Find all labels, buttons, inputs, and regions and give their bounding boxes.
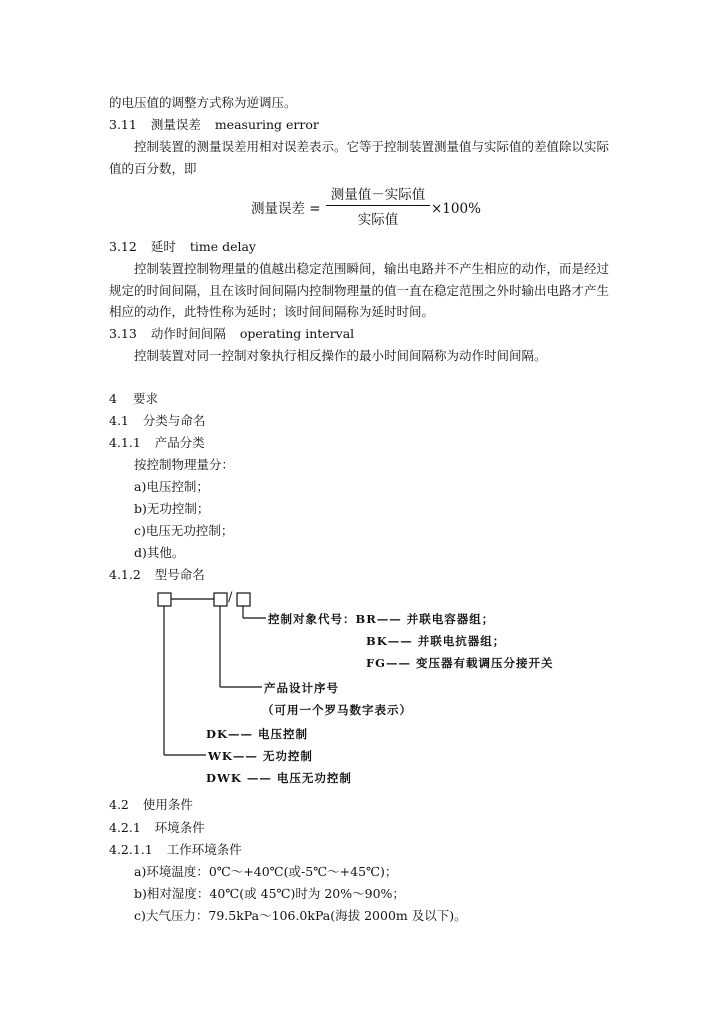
section-number: 4.2.1 [109,820,141,835]
environment-item: b)相对湿度：40℃(或 45℃)时为 20%～90%； [134,886,405,901]
section-title: 动作时间间隔 [150,326,226,341]
diagram-sequence: 产品设计序号 [264,681,339,695]
diagram-bk: BK—— 并联电抗器组； [366,634,506,648]
classification-item: b)无功控制； [134,501,210,516]
diagram-fg: FG—— 变压器有载调压分接开关 [366,656,554,670]
diagram-dwk: DWK —— 电压无功控制 [206,771,352,785]
section-number: 4.1.2 [109,567,141,582]
section-3-12-text-line2: 规定的时间间隔，且在该时间间隔内控制物理量的值一直在稳定范围之外时输出电路才产生 [109,283,610,298]
model-box-3 [237,593,250,606]
classification-item: d)其他。 [134,545,185,560]
diagram-wk: WK—— 无功控制 [208,749,313,763]
environment-item: a)环境温度：0℃～+40℃(或-5℃～+45℃)； [134,864,398,879]
section-title: 环境条件 [154,820,205,835]
diagram-control-object: 控制对象代号：BR—— 并联电容器组； [268,612,495,626]
section-4-2-heading [109,797,193,813]
section-title: 延时 [150,239,176,254]
section-4-2-1-1-heading [109,842,242,858]
model-box-2 [214,593,227,606]
section-title: 要求 [132,391,158,406]
section-number: 4.1 [109,413,129,428]
formula-denominator: 实际值 [357,212,399,228]
diagram-dk: DK—— 电压控制 [206,727,308,741]
section-title: 产品分类 [154,435,205,450]
section-3-13-text-line1: 控制装置对同一控制对象执行相反操作的最小时间间隔称为动作时间间隔。 [134,348,547,363]
diagram-sequence-note: （可用一个罗马数字表示） [262,703,412,717]
section-title-en: measuring error [214,117,319,132]
section-3-11-text-line2: 值的百分数，即 [109,161,197,176]
section-number: 4 [109,391,117,406]
section-title: 分类与命名 [142,413,206,428]
section-3-12-text-line1: 控制装置控制物理量的值越出稳定范围瞬间，输出电路并不产生相应的动作，而是经过 [134,261,610,276]
classification-item: a)电压控制； [134,479,209,494]
classification-item: c)电压无功控制； [134,523,234,538]
formula-rhs: ×100% [431,201,481,217]
section-3-11-text-line1: 控制装置的测量误差用相对误差表示。它等于控制装置测量值与实际值的差值除以实际 [134,139,610,154]
section-title: 工作环境条件 [166,842,242,857]
section-title: 型号命名 [154,567,205,582]
section-number: 4.1.1 [109,435,141,450]
diagram-slash: / [228,590,233,605]
section-title-en: operating interval [239,326,355,341]
model-box-1 [158,593,171,606]
section-title: 使用条件 [142,797,193,812]
section-number: 3.13 [109,326,137,341]
section-title-en: time delay [189,239,256,254]
section-title: 测量误差 [150,117,201,132]
formula-lhs: 测量误差 = [251,201,321,217]
formula-numerator: 测量值－实际值 [326,183,430,206]
section-4-2-1-heading [109,820,205,836]
classification-intro: 按控制物理量分： [134,457,235,472]
section-number: 4.2 [109,797,129,812]
paragraph-continuation: 的电压值的调整方式称为逆调压。 [109,95,297,110]
section-number: 3.11 [109,117,137,132]
section-3-12-text-line3: 相应的动作，此特性称为延时；该时间间隔称为延时时间。 [109,304,435,319]
environment-item: c)大气压力：79.5kPa～106.0kPa(海拔 2000m 及以下)。 [134,908,467,923]
section-number: 4.2.1.1 [109,842,153,857]
section-number: 3.12 [109,239,137,254]
